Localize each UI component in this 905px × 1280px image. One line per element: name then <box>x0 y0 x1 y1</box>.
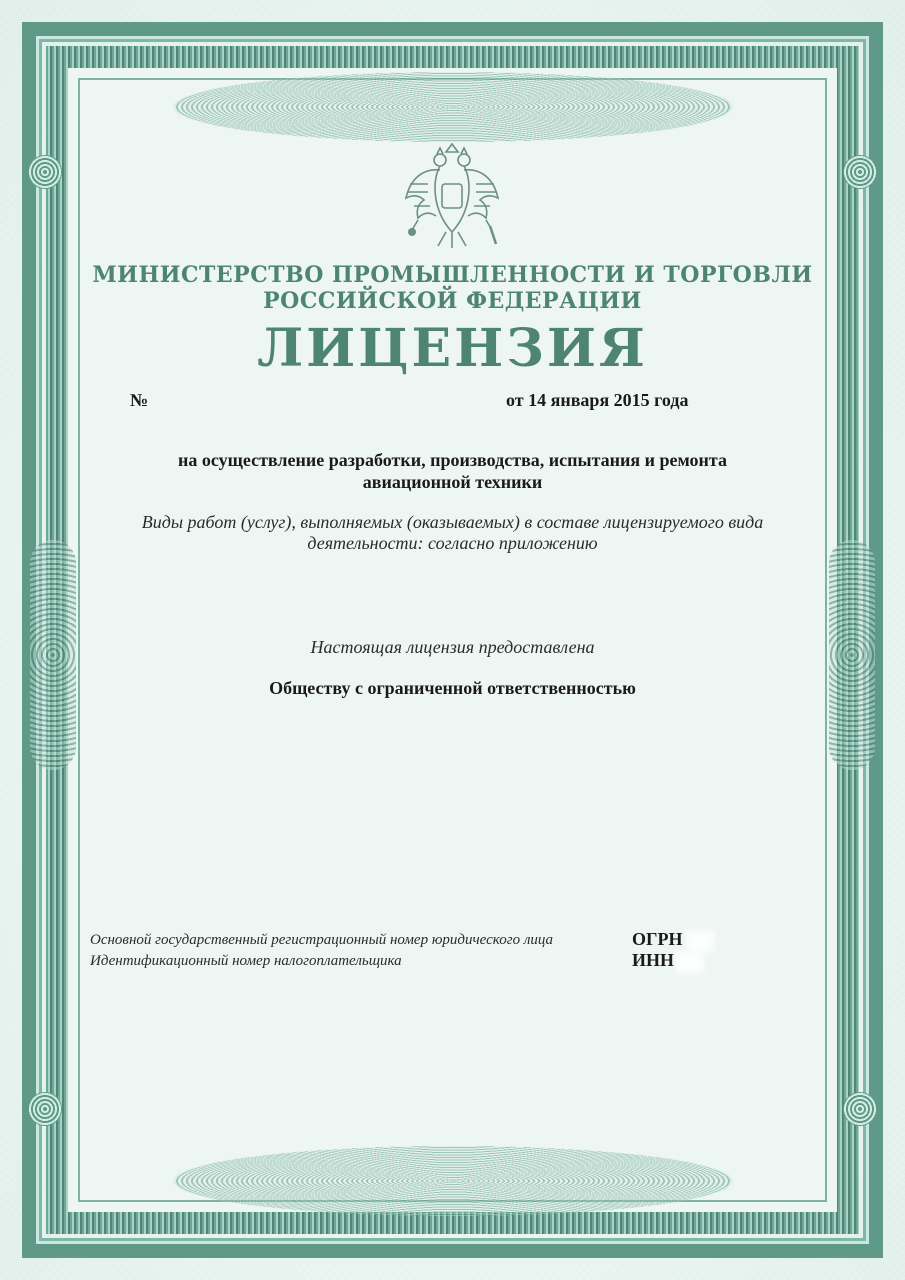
licensee-name: Обществу с ограниченной ответственностью <box>269 678 636 698</box>
works-line2: деятельности: согласно приложению <box>307 533 598 553</box>
granted-label: Настоящая лицензия предоставлена <box>310 637 595 657</box>
license-number-label: № <box>130 390 149 410</box>
ogrn-code: ОГРН <box>632 929 683 949</box>
activity-line1: на осуществление разработки, производства, испытания и ремонта <box>178 450 727 470</box>
activity-line2: авиационной техники <box>362 472 543 492</box>
ministry-name-line2: РОССИЙСКОЙ ФЕДЕРАЦИИ <box>263 288 642 314</box>
ministry-name-line1: МИНИСТЕРСТВО ПРОМЫШЛЕННОСТИ И ТОРГОВЛИ <box>92 262 813 288</box>
coat-of-arms-icon <box>402 140 502 252</box>
redacted-value <box>686 930 714 952</box>
works-line1: Виды работ (услуг), выполняемых (оказываемых) в составе лицензируемого вида <box>141 512 764 532</box>
ogrn-label: Основной государственный регистрационный номер юридического лица <box>90 932 554 948</box>
inn-code: ИНН <box>632 950 675 970</box>
rosette-icon <box>843 1092 877 1126</box>
license-date: от 14 января 2015 года <box>506 390 689 410</box>
bottom-ornament <box>173 1146 733 1216</box>
rosette-icon <box>843 155 877 189</box>
rosette-icon <box>28 1092 62 1126</box>
top-ornament <box>173 72 733 142</box>
rosette-icon <box>28 155 62 189</box>
redacted-value <box>676 951 704 973</box>
inn-label: Идентификационный номер налогоплательщика <box>90 953 402 969</box>
document-title: ЛИЦЕНЗИЯ <box>257 318 648 379</box>
